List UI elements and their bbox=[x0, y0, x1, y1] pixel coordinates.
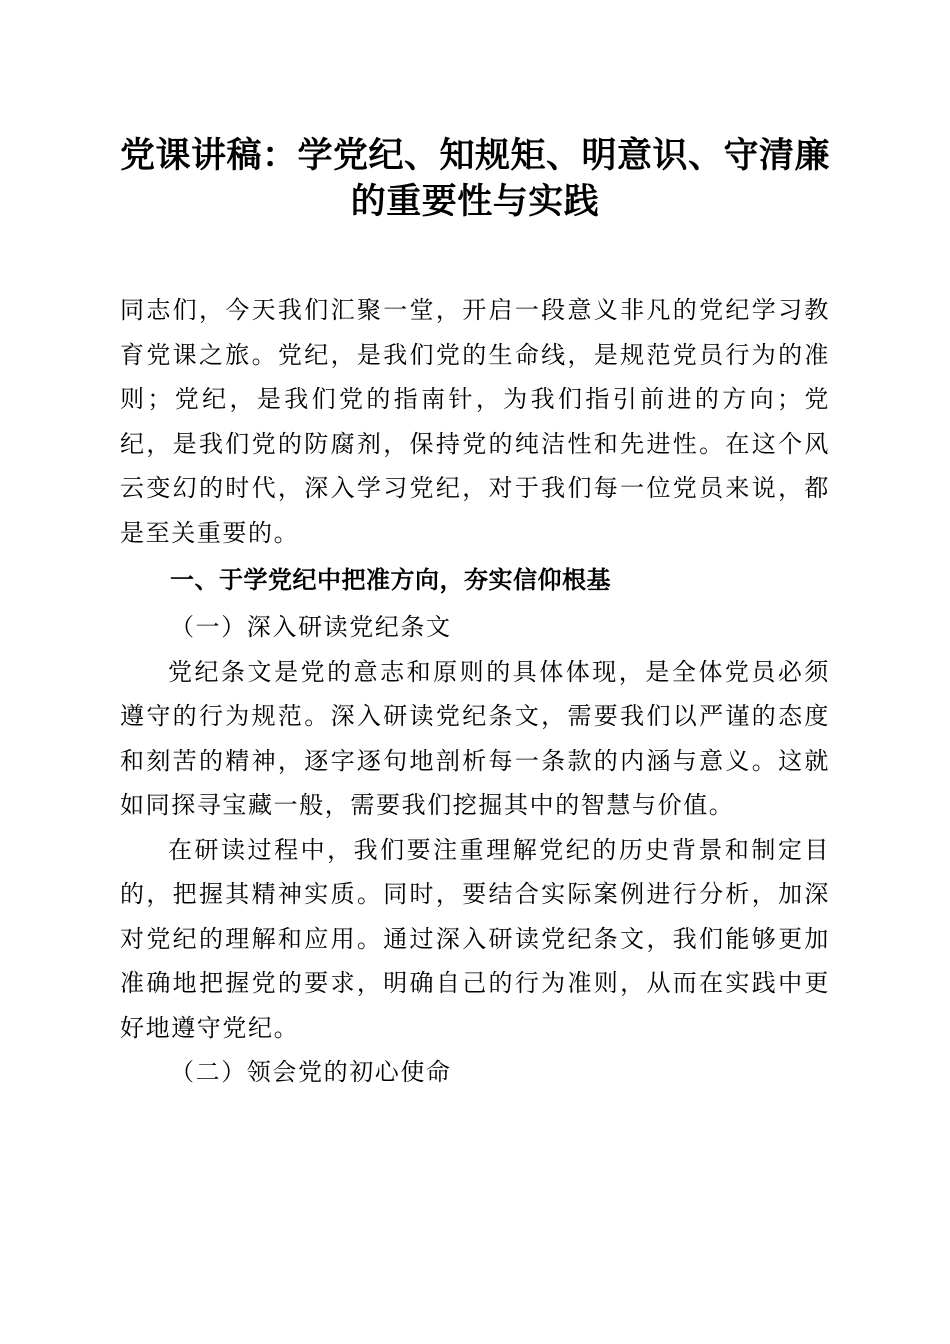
intro-paragraph: 同志们，今天我们汇聚一堂，开启一段意义非凡的党纪学习教育党课之旅。党纪，是我们党的生命线，是规范党员行为的准则；党纪，是我们党的指南针，为我们指引前进的方向；党纪，是我们党的防腐剂，保持党的纯洁性和先进性。在这个风云变幻的时代，深入学习党纪，对于我们每一位党员来说，都是至关重要的。 bbox=[120, 296, 830, 547]
document-page bbox=[120, 133, 830, 1095]
title-line-1: 党课讲稿：学党纪、知规矩、明意识、守清廉 bbox=[120, 135, 831, 176]
subsection-heading-2: （二）领会党的初心使命 bbox=[170, 1058, 452, 1086]
title-line-2: 的重要性与实践 bbox=[350, 181, 600, 222]
section-heading-1: 一、于学党纪中把准方向，夯实信仰根基 bbox=[170, 566, 611, 594]
body-paragraph-1: 党纪条文是党的意志和原则的具体体现，是全体党员必须遵守的行为规范。深入研读党纪条文，需要我们以严谨的态度和刻苦的精神，逐字逐句地剖析每一条款的内涵与意义。这就如同探寻宝藏一般，需要我们挖掘其中的智慧与价值。 bbox=[120, 657, 830, 819]
document-body bbox=[120, 288, 830, 1095]
subsection-heading-1: （一）深入研读党纪条文 bbox=[170, 613, 452, 641]
document-title bbox=[120, 133, 830, 225]
body-paragraph-2: 在研读过程中，我们要注重理解党纪的历史背景和制定目的，把握其精神实质。同时，要结合实际案例进行分析，加深对党纪的理解和应用。通过深入研读党纪条文，我们能够更加准确地把握党的要求，明确自己的行为准则，从而在实践中更好地遵守党纪。 bbox=[120, 835, 830, 1042]
